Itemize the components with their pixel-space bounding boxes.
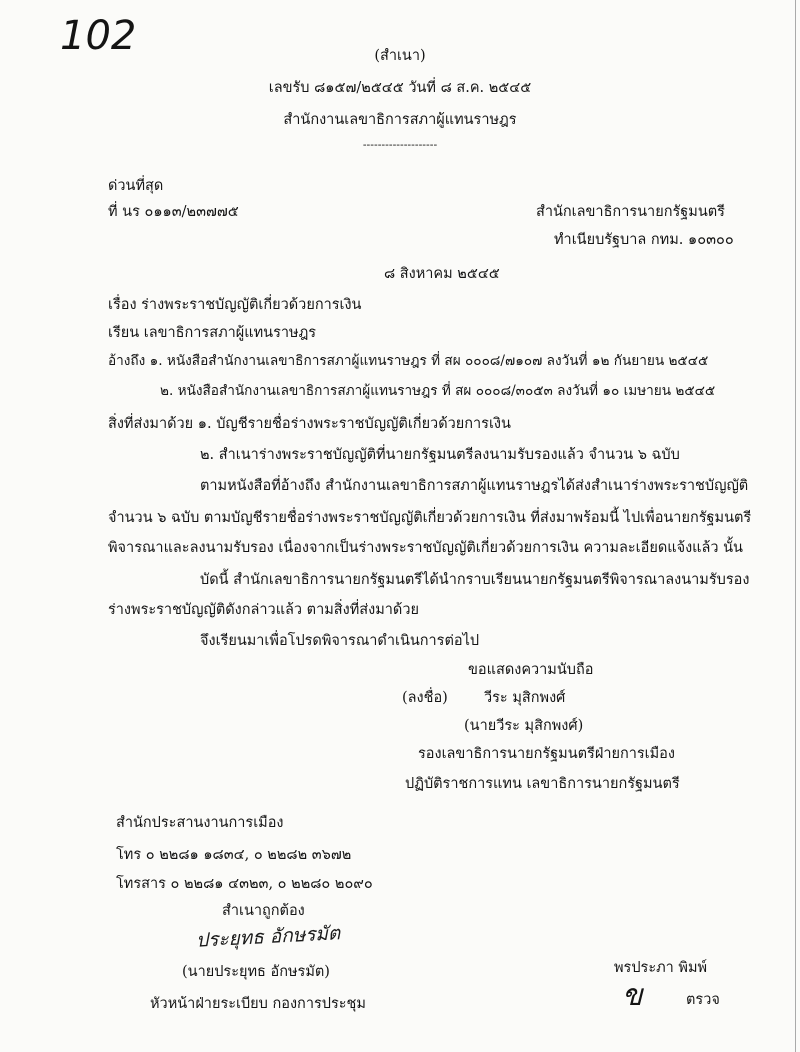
body-line-5: ร่างพระราชบัญญัติดังกล่าวแล้ว ตามสิ่งที่ส่งมาด้วย [108, 602, 419, 618]
receipt-line: เลขรับ ๘๑๕๗/๒๕๔๕ วันที่ ๘ ส.ค. ๒๕๔๕ [268, 80, 532, 96]
signer-name: วีระ มุสิกพงศ์ [484, 690, 566, 706]
certifier-signature: ประยุทธ อักษรมัต [195, 922, 341, 952]
contact-fax: โทรสาร ๐ ๒๒๘๑ ๔๓๒๓, ๐ ๒๒๘๐ ๒๐๙๐ [116, 876, 373, 892]
copy-label: (สำเนา) [374, 48, 426, 64]
closing-regards: ขอแสดงความนับถือ [468, 662, 594, 678]
body-line-6: จึงเรียนมาเพื่อโปรดพิจารณาดำเนินการต่อไป [200, 633, 480, 649]
reference-1: อ้างถึง ๑. หนังสือสำนักงานเลขาธิการสภาผู้แทนราษฎร ที่ สผ ๐๐๐๘/๗๑๐๗ ลงวันที่ ๑๒ กันยายน ๒๕๔๕ [108, 353, 709, 369]
receiving-office: สำนักงานเลขาธิการสภาผู้แทนราษฎร [283, 112, 517, 128]
reference-2: ๒. หนังสือสำนักงานเลขาธิการสภาผู้แทนราษฎร ที่ สผ ๐๐๐๘/๓๐๕๓ ลงวันที่ ๑๐ เมษายน ๒๕๔๕ [160, 383, 716, 399]
body-line-2: จำนวน ๖ ฉบับ ตามบัญชีรายชื่อร่างพระราชบัญญัติเกี่ยวด้วยการเงิน ที่ส่งมาพร้อมนี้ ไปเพื่อนายกรัฐมนตรี [108, 510, 752, 526]
contact-division: สำนักประสานงานการเมือง [116, 815, 284, 831]
body-line-1: ตามหนังสือที่อ้างถึง สำนักงานเลขาธิการสภาผู้แทนราษฎรได้ส่งสำเนาร่างพระราชบัญญัติ [200, 478, 749, 494]
handwritten-number: 102 [60, 13, 137, 59]
signer-full-name: (นายวีระ มุสิกพงศ์) [464, 718, 584, 734]
signer-position-2: ปฏิบัติราชการแทน เลขาธิการนายกรัฐมนตรี [405, 776, 680, 792]
certifier-position: หัวหน้าฝ่ายระเบียบ กองการประชุม [150, 996, 366, 1012]
signer-position-1: รองเลขาธิการนายกรัฐมนตรีฝ่ายการเมือง [418, 746, 675, 762]
checker-initials: ข [622, 978, 643, 1013]
letter-date: ๘ สิงหาคม ๒๕๔๕ [384, 266, 500, 282]
urgency-label: ด่วนที่สุด [108, 178, 164, 194]
body-line-3: พิจารณาและลงนามรับรอง เนื่องจากเป็นร่างพระราชบัญญัติเกี่ยวด้วยการเงิน ความละเอียดแจ้งแล้ว นั้น [108, 540, 743, 556]
certifier-name: (นายประยุทธ อักษรมัต) [182, 964, 330, 980]
subject: เรื่อง ร่างพระราชบัญญัติเกี่ยวด้วยการเงิน [108, 297, 362, 313]
scan-edge [795, 0, 796, 1052]
contact-phone: โทร ๐ ๒๒๘๑ ๑๘๓๔, ๐ ๒๒๘๒ ๓๖๗๒ [116, 847, 352, 863]
checked-label: ตรวจ [686, 992, 720, 1008]
header-divider: -------------------- [362, 138, 438, 151]
salutation: เรียน เลขาธิการสภาผู้แทนราษฎร [108, 325, 317, 341]
true-copy-label: สำเนาถูกต้อง [222, 903, 305, 919]
typist-name: พรประภา พิมพ์ [614, 960, 708, 976]
enclosure-1: สิ่งที่ส่งมาด้วย ๑. บัญชีรายชื่อร่างพระราชบัญญัติเกี่ยวด้วยการเงิน [108, 416, 511, 432]
sender-address: ทำเนียบรัฐบาล กทม. ๑๐๓๐๐ [554, 232, 734, 248]
reference-number: ที่ นร ๐๑๑๓/๒๓๗๗๕ [108, 204, 239, 220]
sender-office: สำนักเลขาธิการนายกรัฐมนตรี [536, 204, 725, 220]
body-line-4: บัดนี้ สำนักเลขาธิการนายกรัฐมนตรีได้นำกราบเรียนนายกรัฐมนตรีพิจารณาลงนามรับรอง [200, 572, 750, 588]
signed-label: (ลงชื่อ) [402, 690, 448, 706]
enclosure-2: ๒. สำเนาร่างพระราชบัญญัติที่นายกรัฐมนตรีลงนามรับรองแล้ว จำนวน ๖ ฉบับ [200, 447, 680, 463]
